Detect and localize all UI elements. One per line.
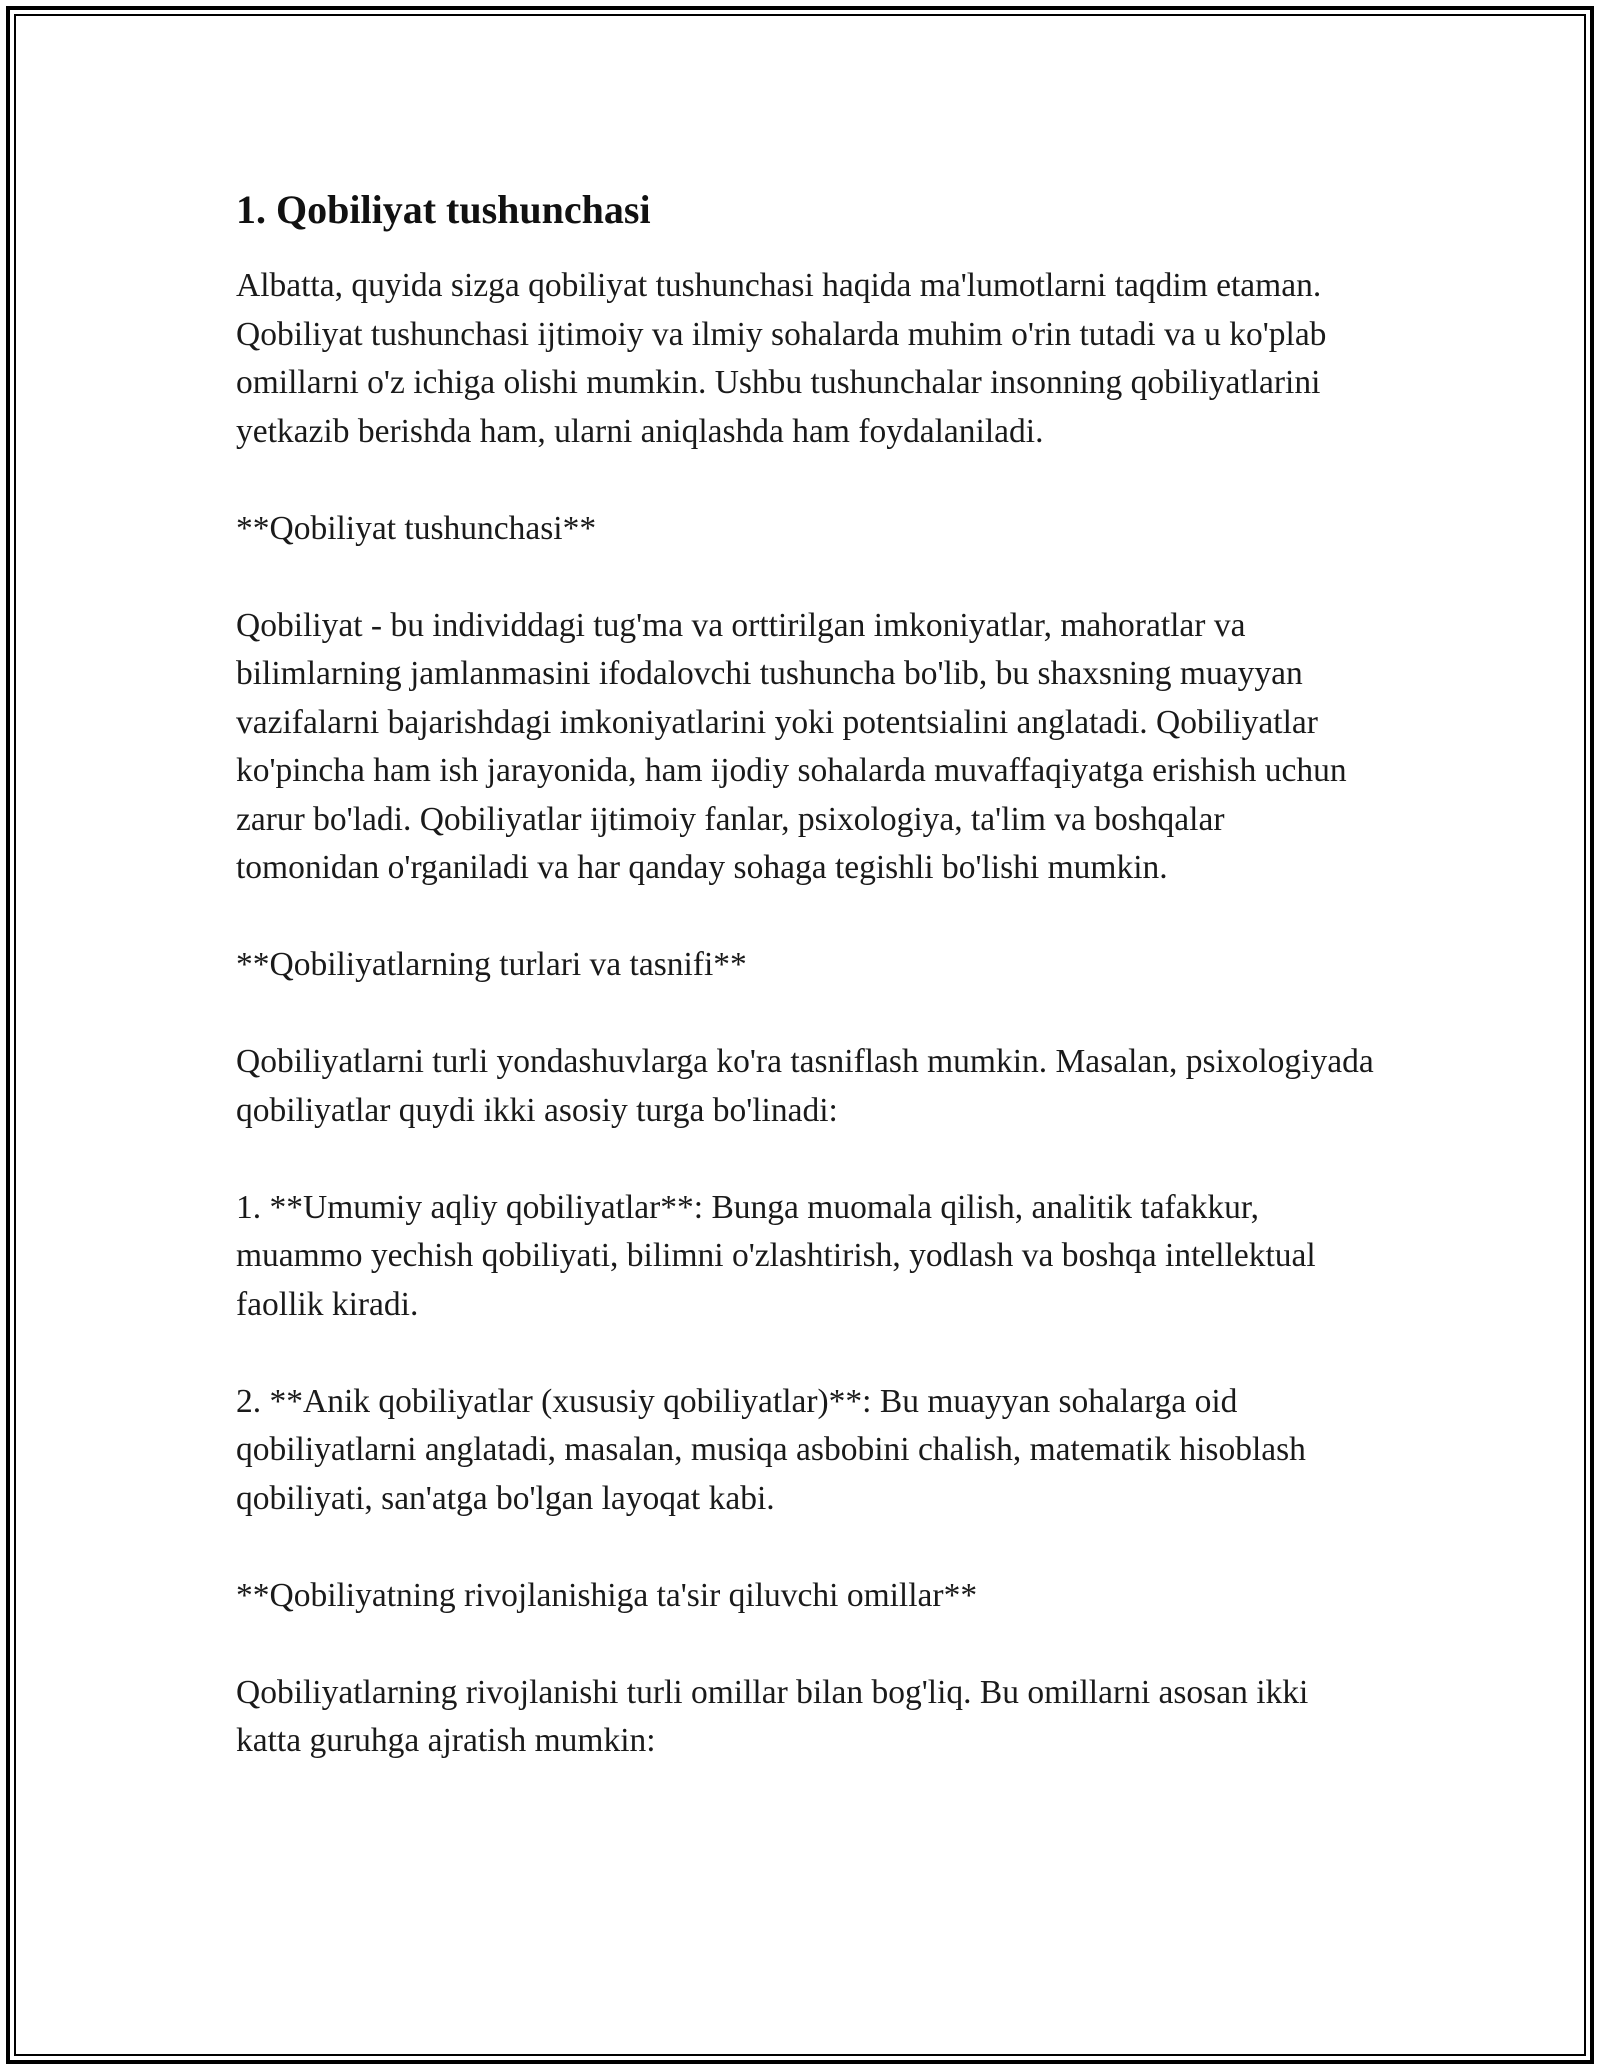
intro-paragraph: Albatta, quyida sizga qobiliyat tushunchasi haqida ma'lumotlarni taqdim etaman. Qobiliyat tushunchasi ijtimoiy va ilmiy sohalarda muhim o'rin tutadi va u ko'plab omillarni o'z ichiga olishi mumkin. Ushbu tushunchalar insonning qobiliyatlarini yetkazib berishda ham, ularni aniqlashda ham foydalaniladi. [236,267,1335,450]
document-body [236,186,1383,1766]
list-item-specific-abilities: 2. **Anik qobiliyatlar (xususiy qobiliyatlar)**: Bu muayyan sohalarga oid qobiliyatlarni anglatadi, masalan, musiqa asbobini chalish, matematik hisoblash qobiliyati, san'atga bo'lgan layoqat kabi. [236,1382,1315,1517]
subheading-types: **Qobiliyatlarning turlari va tasnifi** [236,946,747,983]
section-heading: 1. Qobiliyat tushunchasi [236,187,651,232]
types-intro-paragraph: Qobiliyatlarni turli yondashuvlarga ko'ra tasniflash mumkin. Masalan, psixologiyada qobiliyatlar quydi ikki asosiy turga bo'linadi: [236,1043,1383,1129]
factors-paragraph: Qobiliyatlarning rivojlanishi turli omillar bilan bog'liq. Bu omillarni asosan ikki katta guruhga ajratish mumkin: [236,1673,1317,1759]
subheading-concept: **Qobiliyat tushunchasi** [236,509,597,547]
subheading-factors: **Qobiliyatning rivojlanishiga ta'sir qiluvchi omillar** [236,1576,978,1614]
list-item-general-abilities: 1. **Umumiy aqliy qobiliyatlar**: Bunga muomala qilish, analitik tafakkur, muammo yechish qobiliyati, bilimni o'zlashtirish, yodlash va boshqa intellektual faollik kiradi. [236,1188,1325,1323]
definition-paragraph: Qobiliyat - bu individdagi tug'ma va orttirilgan imkoniyatlar, mahoratlar va bilimlarning jamlanmasini ifodalovchi tushuncha bo'lib, bu shaxsning muayyan vazifalarni bajarishdagi imkoniyatlarini yoki potentsialini anglatadi. Qobiliyatlar ko'pincha ham ish jarayonida, ham ijodiy sohalarda muvaffaqiyatga erishish uchun zarur bo'ladi. Qobiliyatlar ijtimoiy fanlar, psixologiya, ta'lim va boshqalar tomonidan o'rganiladi va har qanday sohaga tegishli bo'lishi mumkin. [236,606,1355,886]
